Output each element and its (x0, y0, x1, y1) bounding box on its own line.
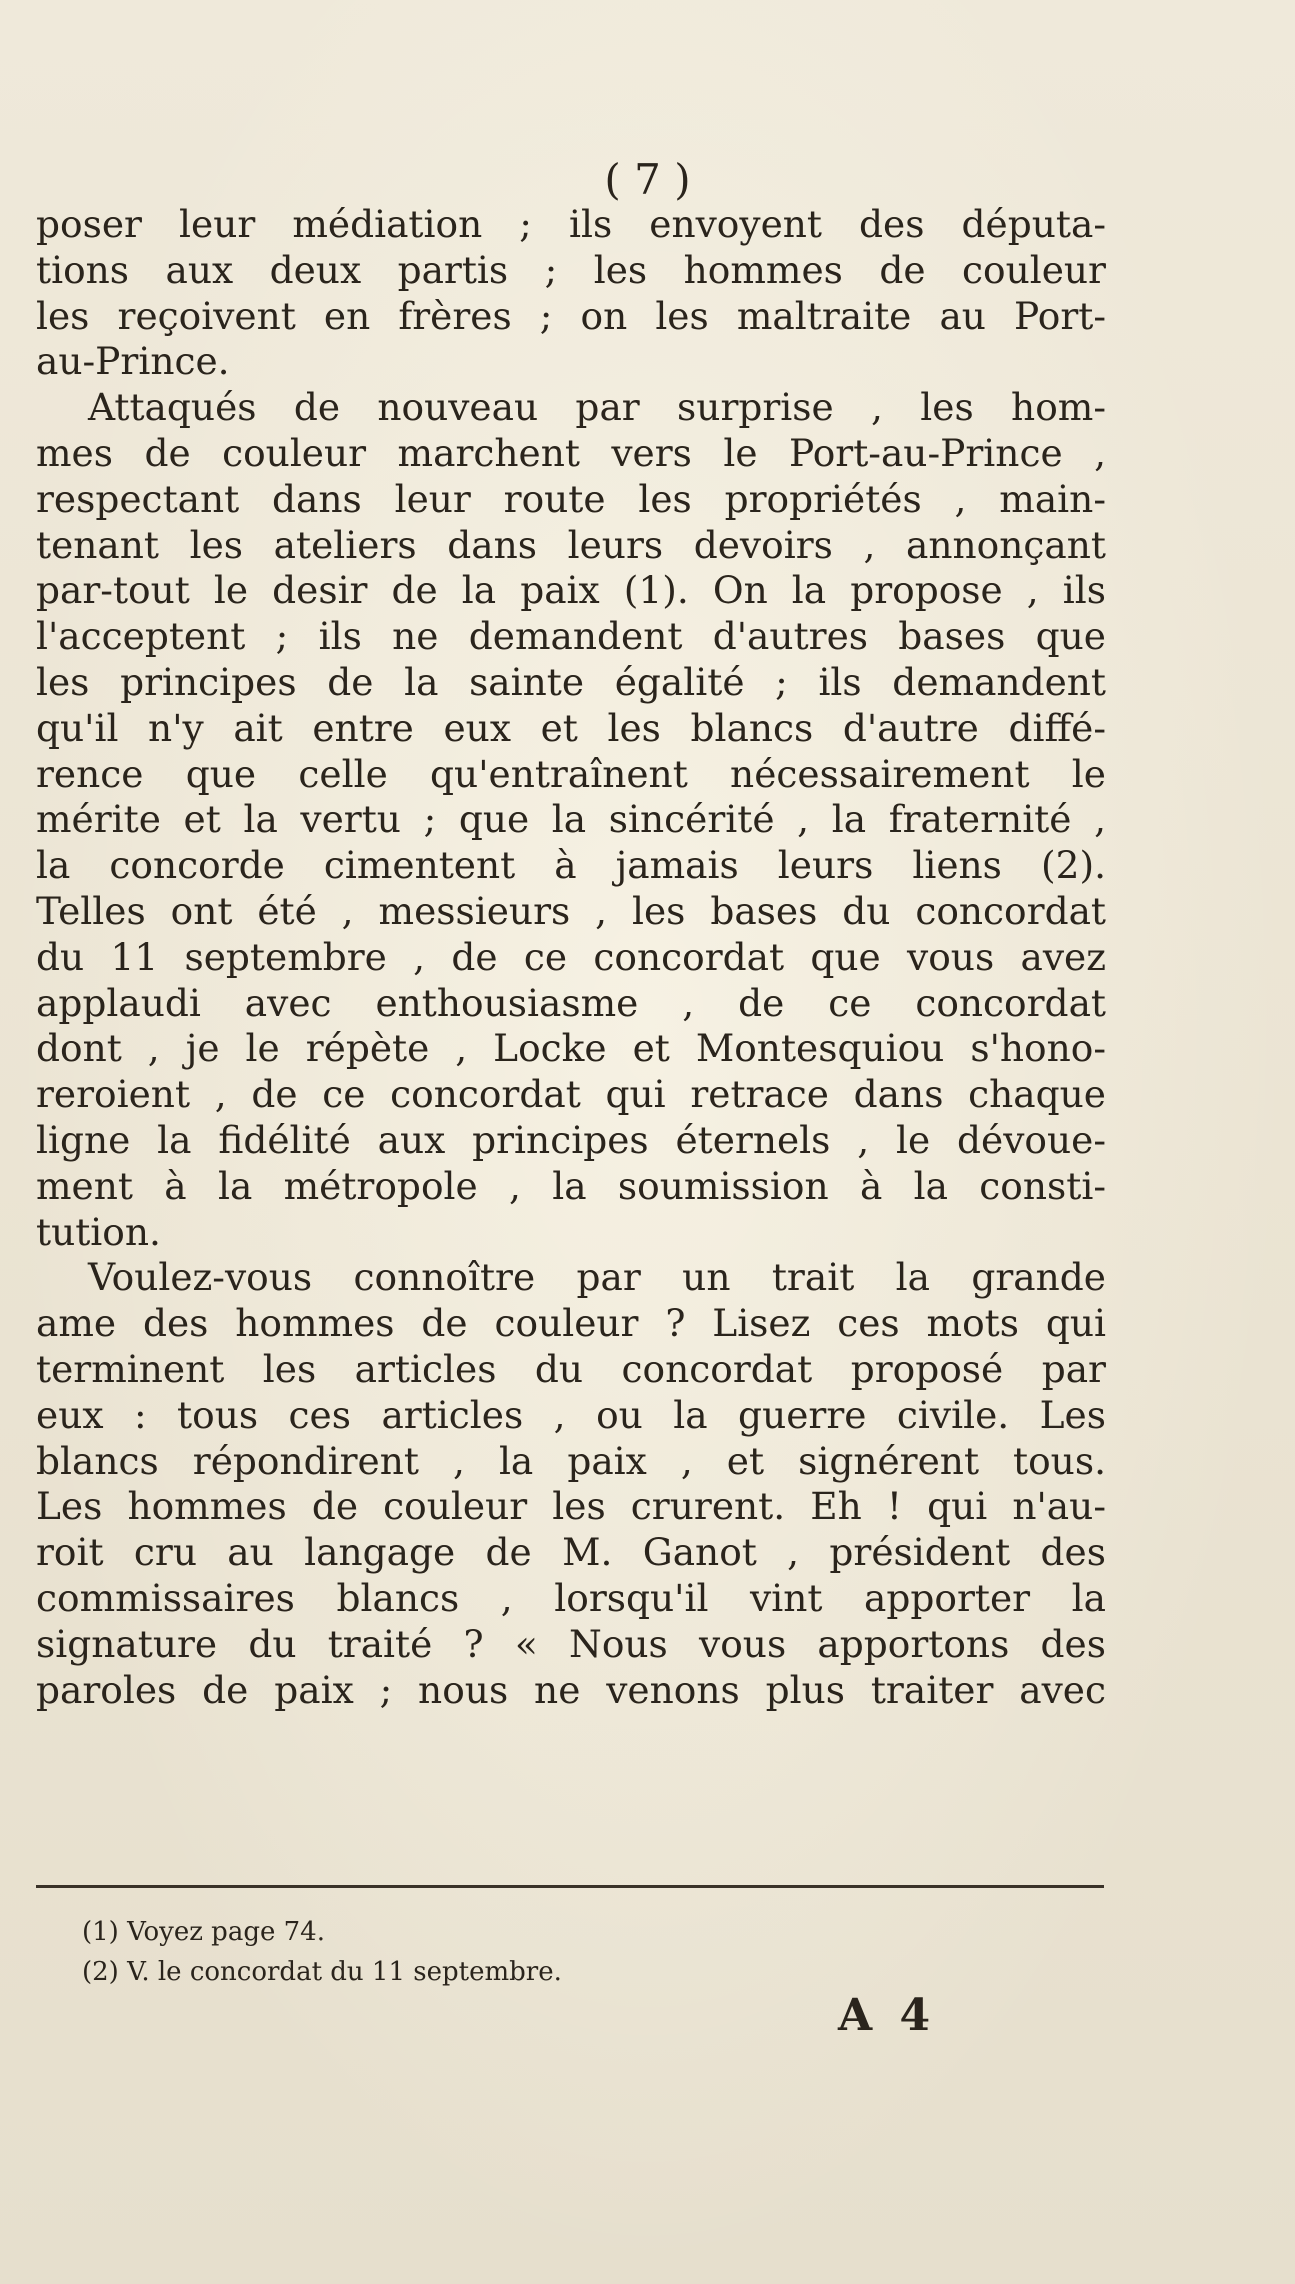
signature-mark: A 4 (838, 1990, 937, 2041)
text-line: tenant les ateliers dans leurs devoirs , annonçant (36, 522, 1106, 567)
text-line: du 11 septembre , de ce concordat que vous avez (36, 934, 1106, 979)
text-line: signature du traité ? « Nous vous apportons des (36, 1621, 1106, 1666)
text-line: ame des hommes de couleur ? Lisez ces mots qui (36, 1301, 1106, 1346)
text-line: Attaqués de nouveau par surprise , les hom- (88, 385, 1106, 430)
text-line: dont , je le répète , Locke et Montesquiou s'hono- (36, 1026, 1106, 1071)
text-line: terminent les articles du concordat proposé par (36, 1346, 1106, 1391)
text-line: l'acceptent ; ils ne demandent d'autres bases que (36, 614, 1106, 659)
footnote: (2) V. le concordat du 11 septembre. (82, 1957, 562, 1987)
text-line: les reçoivent en frères ; on les maltraite au Port- (36, 293, 1106, 338)
text-line: rence que celle qu'entraînent nécessairement le (36, 751, 1106, 796)
text-line: les principes de la sainte égalité ; ils demandent (36, 659, 1106, 704)
body-text (36, 202, 1106, 1713)
text-line: ligne la fidélité aux principes éternels , le dévoue- (36, 1117, 1106, 1162)
footnote: (1) Voyez page 74. (82, 1917, 325, 1947)
text-line: paroles de paix ; nous ne venons plus traiter avec (36, 1667, 1106, 1712)
text-line: poser leur médiation ; ils envoyent des députa- (36, 202, 1106, 246)
text-line: Telles ont été , messieurs , les bases du concordat (36, 888, 1106, 933)
text-line: la concorde cimentent à jamais leurs liens (2). (36, 843, 1106, 888)
text-line: mes de couleur marchent vers le Port-au-Prince , (36, 430, 1106, 475)
text-line: respectant dans leur route les propriétés , main- (36, 476, 1106, 521)
page-number: ( 7 ) (604, 155, 691, 204)
text-line: reroient , de ce concordat qui retrace dans chaque (36, 1072, 1106, 1117)
text-line: tions aux deux partis ; les hommes de couleur (36, 247, 1106, 292)
text-line: par-tout le desir de la paix (1). On la propose , ils (36, 568, 1106, 613)
text-line: eux : tous ces articles , ou la guerre civile. Les (36, 1392, 1106, 1437)
text-line: commissaires blancs , lorsqu'il vint apporter la (36, 1575, 1106, 1620)
text-line: ment à la métropole , la soumission à la consti- (36, 1163, 1106, 1208)
footnotes (82, 1912, 982, 1992)
footnote-divider (36, 1885, 1104, 1888)
text-line: blancs répondirent , la paix , et signérent tous. (36, 1438, 1106, 1483)
text-line: Les hommes de couleur les crurent. Eh ! qui n'au- (36, 1484, 1106, 1529)
text-line: Voulez-vous connoître par un trait la grande (88, 1255, 1106, 1300)
text-line: qu'il n'y ait entre eux et les blancs d'autre diffé- (36, 705, 1106, 750)
text-line: roit cru au langage de M. Ganot , président des (36, 1530, 1106, 1575)
text-line: tution. (36, 1209, 161, 1254)
text-line: applaudi avec enthousiasme , de ce concordat (36, 980, 1106, 1025)
text-line: mérite et la vertu ; que la sincérité , la fraternité , (36, 797, 1106, 842)
text-line: au-Prince. (36, 339, 230, 384)
